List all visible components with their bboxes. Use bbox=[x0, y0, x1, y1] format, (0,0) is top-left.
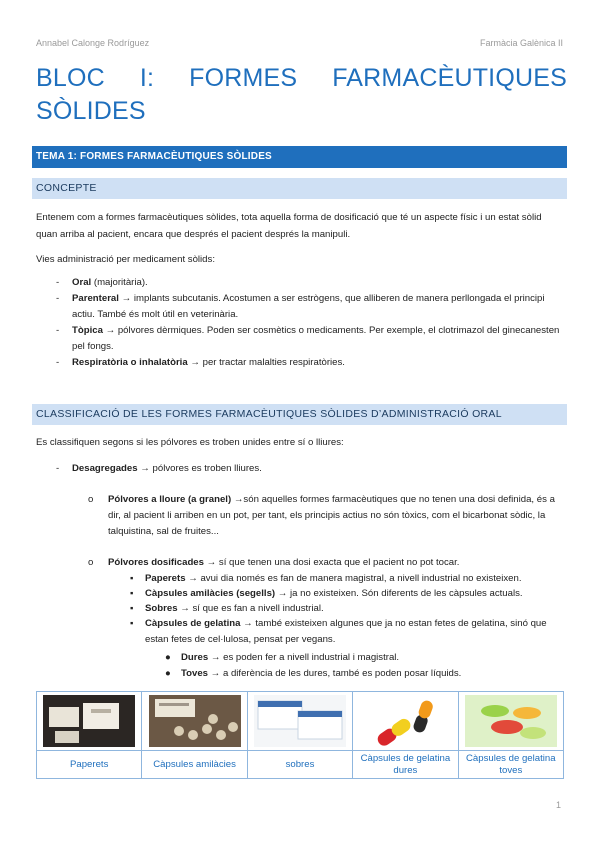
page-number: 1 bbox=[555, 800, 561, 810]
circle-bullet-icon: o bbox=[88, 557, 94, 568]
image-cell bbox=[458, 692, 563, 751]
vies-intro: Vies administració per medicament sòlids: bbox=[36, 254, 215, 265]
image-cell bbox=[142, 692, 247, 751]
image-caption: sobres bbox=[247, 751, 352, 779]
image-cell bbox=[247, 692, 352, 751]
title-word: BLOC bbox=[36, 64, 105, 92]
hard-gelatin-capsules-photo bbox=[359, 695, 451, 747]
image-caption: Càpsules de gelatina dures bbox=[353, 751, 458, 779]
paper-sachets-photo bbox=[43, 695, 135, 747]
image-caption: Càpsules amilàcies bbox=[142, 751, 247, 779]
tipus-item: ▪ Càpsules de gelatina → també existeixen algunes que ja no estan fetes de gelatina, sinó que estan fetes de cel·lulosa, pensat per vegans. bbox=[130, 618, 547, 645]
starch-capsules-photo bbox=[149, 695, 241, 747]
section-heading: TEMA 1: FORMES FARMACÈUTIQUES SÒLIDES bbox=[32, 146, 567, 168]
page-header bbox=[36, 38, 563, 50]
image-caption: Paperets bbox=[37, 751, 142, 779]
tipus-item: ▪ Càpsules amilàcies (segells) → ja no existeixen. Són diferents de les càpsules actuals. bbox=[145, 586, 565, 602]
dosificades-item: o Pólvores dosificades → sí que tenen una dosi exacta que el pacient no pot tocar. bbox=[108, 555, 565, 571]
title-word: FORMES bbox=[189, 64, 298, 92]
tipus-item: ▪ Sobres → sí que es fan a nivell industrial. bbox=[145, 601, 565, 617]
desagregades-list bbox=[56, 461, 565, 477]
circle-bullet-icon: o bbox=[88, 494, 94, 505]
classificacio-intro: Es classifiquen segons si les pólvores es troben unides entre sí o lliures: bbox=[36, 437, 344, 448]
image-cell bbox=[353, 692, 458, 751]
square-bullet-icon: ▪ bbox=[130, 618, 134, 629]
gelatina-item: ● Dures → es poden fer a nivell industrial i magistral. bbox=[181, 650, 565, 666]
list-item: - Parenteral → implants subcutanis. Acostumen a ser estrògens, que alliberen de manera perllongada el principi actiu. També és molt útil en veterinària. bbox=[56, 293, 545, 320]
title-line-2: SÒLIDES bbox=[36, 97, 146, 125]
list-item: - Oral (majoritària). bbox=[56, 277, 148, 288]
lliure-item: o Pólvores a lloure (a granel) →són aquelles formes farmacèutiques que no tenen una dosi definida, és a dir, al pacient li arriben en un pot, per tant, els principis actius no són tòxics, com el bicarbonat sòdic, la talquistina, sal de fruites... bbox=[88, 494, 555, 537]
concepte-heading: CONCEPTE bbox=[32, 178, 567, 199]
soft-gelatin-capsules-photo bbox=[465, 695, 557, 747]
square-bullet-icon: ▪ bbox=[130, 603, 134, 614]
square-bullet-icon: ▪ bbox=[130, 573, 134, 584]
concepte-paragraph: Entenem com a formes farmacèutiques sòlides, tota aquella forma de dosificació que té un aspecte físic i un estat sòlid quan arriba al pacient, encara que després el pacient després la manipuli. bbox=[36, 212, 542, 240]
title-word: FARMACÈUTIQUES bbox=[332, 64, 567, 92]
gelatina-item: ● Toves → a diferència de les dures, també es poden posar líquids. bbox=[181, 666, 565, 682]
title-word: I: bbox=[139, 64, 155, 92]
square-bullet-icon: ▪ bbox=[130, 588, 134, 599]
image-cell bbox=[37, 692, 142, 751]
header-subject: Farmàcia Galènica II bbox=[479, 38, 563, 48]
sachets-photo bbox=[254, 695, 346, 747]
tipus-item: ▪ Paperets → avui dia només es fan de manera magistral, a nivell industrial no existeixen. bbox=[145, 571, 565, 587]
vies-list bbox=[56, 275, 565, 371]
classificacio-heading: CLASSIFICACIÓ DE LES FORMES FARMACÈUTIQUES SÒLIDES D’ADMINISTRACIÓ ORAL bbox=[32, 404, 567, 425]
list-item: - Tòpica → pólvores dèrmiques. Poden ser cosmètics o medicaments. Per exemple, el clotrimazol del ginecanesten pel fongs. bbox=[56, 325, 560, 352]
image-table bbox=[36, 691, 564, 779]
dot-bullet-icon: ● bbox=[165, 668, 171, 679]
list-item: - Respiratòria o inhalatòria → per tractar malalties respiratòries. bbox=[56, 357, 345, 368]
header-author: Annabel Calonge Rodríguez bbox=[36, 38, 150, 48]
image-caption: Càpsules de gelatina toves bbox=[458, 751, 563, 779]
page-title bbox=[36, 62, 567, 128]
list-item: - Desagregades → pólvores es troben lliures. bbox=[56, 463, 262, 474]
dot-bullet-icon: ● bbox=[165, 652, 171, 663]
